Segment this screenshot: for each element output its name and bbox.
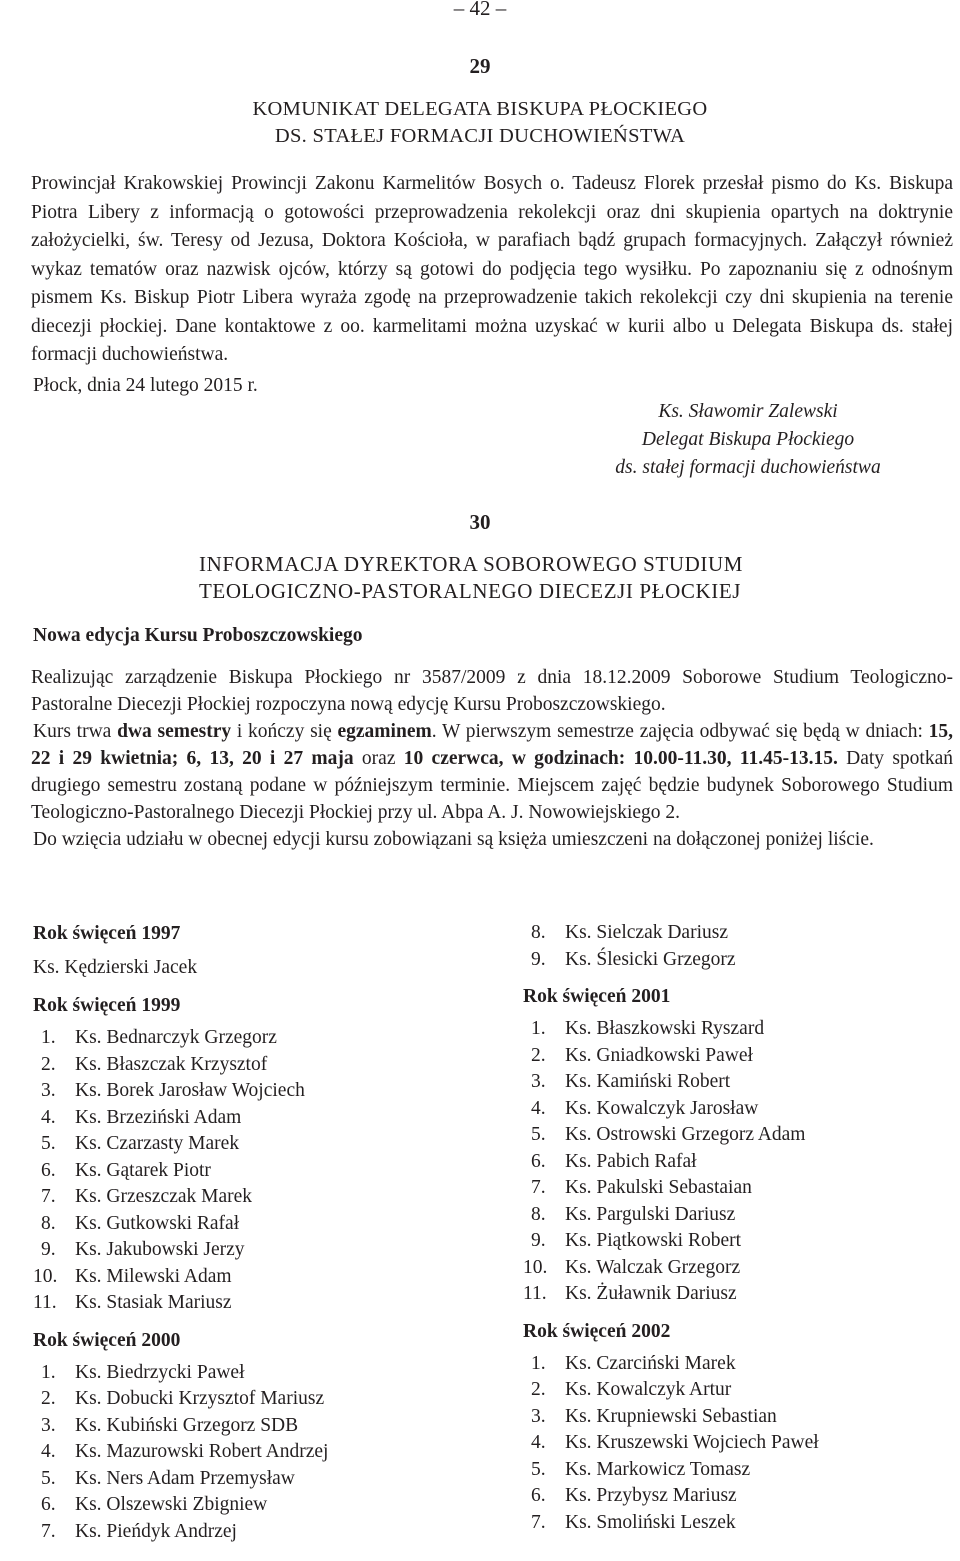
list-item bbox=[33, 1386, 473, 1413]
item-name: Ks. Biedrzycki Paweł bbox=[75, 1361, 245, 1383]
item-name: Ks. Piątkowski Robert bbox=[565, 1230, 742, 1251]
item-number: 1. bbox=[531, 1018, 546, 1039]
item-number: 1. bbox=[531, 1352, 546, 1374]
year-heading-2000: Rok święceń 2000 bbox=[33, 1329, 181, 1351]
item-name: Ks. Żuławnik Dariusz bbox=[565, 1283, 737, 1304]
page-number: – 42 – bbox=[453, 0, 507, 20]
item-number: 5. bbox=[41, 1133, 56, 1154]
item-name: Ks. Mazurowski Robert Andrzej bbox=[75, 1441, 329, 1462]
item-name: Ks. Błaszczak Krzysztof bbox=[75, 1053, 268, 1075]
item-number: 7. bbox=[41, 1186, 56, 1207]
item-number: 2. bbox=[531, 1044, 546, 1066]
p2-bold-june-hours: 10 czerwca, w godzinach: 10.00-11.30, 11.45-13.15. bbox=[403, 748, 838, 769]
list-item bbox=[33, 1360, 473, 1387]
item-name: Ks. Czarciński Marek bbox=[565, 1352, 736, 1374]
list-item bbox=[33, 1052, 473, 1079]
doc30-paragraph-1: Realizując zarządzenie Biskupa Płockiego nr 3587/2009 z dnia 18.12.2009 Soborowe Studium Teologiczno-Pastoralne Diecezji Płockiej rozpoczyna nową edycję Kursu Proboszczowskiego. bbox=[31, 667, 953, 715]
list-item bbox=[33, 1519, 473, 1546]
list-item bbox=[523, 1202, 960, 1229]
list-item bbox=[33, 1211, 473, 1238]
document-number-30: 30 bbox=[469, 510, 491, 534]
item-name: Ks. Stasiak Mariusz bbox=[75, 1292, 232, 1313]
year-heading-1997: Rok święceń 1997 bbox=[33, 923, 181, 944]
list-item bbox=[33, 1184, 473, 1211]
item-number: 4. bbox=[41, 1441, 56, 1462]
list-item bbox=[523, 1457, 960, 1484]
item-number: 11. bbox=[33, 1292, 57, 1313]
item-number: 4. bbox=[531, 1097, 546, 1119]
list-item bbox=[33, 1078, 473, 1105]
p2-text-e: . W pierwszym semestrze zajęcia odbywać się będą w dniach: bbox=[431, 721, 929, 742]
item-name: Ks. Kruszewski Wojciech Paweł bbox=[565, 1432, 819, 1453]
list-item bbox=[523, 1016, 960, 1043]
doc30-paragraph-2 bbox=[31, 718, 953, 826]
list-item bbox=[523, 1483, 960, 1510]
item-number: 8. bbox=[41, 1212, 56, 1234]
item-name: Ks. Krupniewski Sebastian bbox=[565, 1405, 777, 1427]
item-name: Ks. Pargulski Dariusz bbox=[565, 1203, 736, 1225]
item-name: Ks. Czarzasty Marek bbox=[75, 1133, 240, 1154]
p2-text-c: i kończy się bbox=[231, 721, 338, 742]
item-name: Ks. Błaszkowski Ryszard bbox=[565, 1018, 765, 1039]
course-subheading: Nowa edycja Kursu Proboszczowskiego bbox=[33, 625, 363, 646]
item-name: Ks. Dobucki Krzysztof Mariusz bbox=[75, 1388, 325, 1409]
p2-bold-semesters: dwa semestry bbox=[117, 721, 232, 742]
item-name: Ks. Pabich Rafał bbox=[565, 1150, 697, 1172]
doc30-paragraph-3: Do wzięcia udziału w obecnej edycji kursu zobowiązani są księża umieszczeni na dołączonej poniżej liście. bbox=[33, 829, 874, 850]
item-number: 3. bbox=[41, 1080, 56, 1101]
item-number: 6. bbox=[41, 1159, 56, 1181]
item-name: Ks. Borek Jarosław Wojciech bbox=[75, 1080, 305, 1101]
signature-name: Ks. Sławomir Zalewski bbox=[658, 401, 838, 422]
priest-list-2001 bbox=[523, 1016, 960, 1308]
list-item bbox=[33, 1237, 473, 1264]
year-heading-2002: Rok święceń 2002 bbox=[523, 1320, 671, 1342]
item-number: 11. bbox=[523, 1283, 547, 1304]
item-name: Ks. Grzeszczak Marek bbox=[75, 1186, 253, 1207]
item-number: 7. bbox=[531, 1177, 546, 1198]
priest-list-1999 bbox=[33, 1025, 473, 1317]
item-name: Ks. Gutkowski Rafał bbox=[75, 1212, 240, 1234]
list-item bbox=[523, 1228, 960, 1255]
item-number: 2. bbox=[531, 1379, 546, 1400]
item-number: 9. bbox=[41, 1239, 56, 1260]
p2-text-i: Daty spotkań drugiego semestru zostaną podane w późniejszym terminie. Miejscem zajęć będzie budynek Soborowego Studium Teologiczno-Pastoralnego Diecezji Płockiej przy ul. Abpa A. J. Nowowiejskiego 2. bbox=[31, 748, 953, 823]
item-number: 2. bbox=[41, 1053, 56, 1075]
item-number: 10. bbox=[33, 1265, 58, 1287]
doc30-title-line1: INFORMACJA DYREKTORA SOBOROWEGO STUDIUM bbox=[199, 552, 743, 576]
list-item bbox=[33, 1105, 473, 1132]
priest-name-1997: Ks. Kędzierski Jacek bbox=[33, 957, 198, 978]
item-number: 6. bbox=[531, 1150, 546, 1172]
list-item bbox=[33, 1466, 473, 1493]
item-name: Ks. Ners Adam Przemysław bbox=[75, 1467, 295, 1489]
item-number: 2. bbox=[41, 1388, 56, 1409]
item-number: 3. bbox=[531, 1071, 546, 1092]
item-number: 3. bbox=[531, 1405, 546, 1427]
list-item bbox=[523, 1255, 960, 1282]
item-number: 3. bbox=[41, 1414, 56, 1436]
document-number-29: 29 bbox=[469, 54, 491, 78]
list-item bbox=[33, 1413, 473, 1440]
p2-bold-dates: 15, 22 i 29 kwietnia; 6, 13, 20 i 27 maja bbox=[31, 721, 954, 769]
list-item bbox=[33, 1290, 473, 1317]
item-number: 10. bbox=[523, 1256, 548, 1278]
p2-text-a: Kurs trwa bbox=[33, 721, 118, 742]
item-number: 7. bbox=[41, 1520, 56, 1542]
list-item bbox=[523, 1377, 960, 1404]
doc30-title-line2: TEOLOGICZNO-PASTORALNEGO DIECEZJI PŁOCKIEJ bbox=[199, 579, 742, 603]
item-name: Ks. Gątarek Piotr bbox=[75, 1159, 211, 1181]
list-column-right bbox=[523, 918, 960, 1539]
list-item bbox=[33, 1492, 473, 1519]
item-number: 9. bbox=[531, 948, 546, 970]
list-item bbox=[523, 1175, 960, 1202]
item-number: 5. bbox=[531, 1124, 546, 1145]
list-item bbox=[523, 1430, 960, 1457]
list-item bbox=[33, 1158, 473, 1185]
item-name: Ks. Bednarczyk Grzegorz bbox=[75, 1027, 277, 1048]
item-number: 5. bbox=[531, 1458, 546, 1480]
item-name: Ks. Milewski Adam bbox=[75, 1265, 232, 1287]
item-name: Ks. Przybysz Mariusz bbox=[565, 1485, 737, 1506]
list-item bbox=[523, 920, 960, 947]
item-name: Ks. Walczak Grzegorz bbox=[565, 1256, 741, 1278]
list-column-left bbox=[33, 918, 473, 1548]
item-name: Ks. Kowalczyk Jarosław bbox=[565, 1097, 759, 1119]
item-number: 9. bbox=[531, 1230, 546, 1251]
signature-role-detail: ds. stałej formacji duchowieństwa bbox=[615, 457, 881, 478]
list-item bbox=[33, 1131, 473, 1158]
item-name: Ks. Ślesicki Grzegorz bbox=[565, 948, 736, 970]
doc29-paragraph bbox=[31, 170, 953, 370]
priest-list-2000 bbox=[33, 1360, 473, 1546]
doc30-paragraphs bbox=[31, 664, 953, 853]
item-number: 5. bbox=[41, 1467, 56, 1489]
doc29-body-text: Prowincjał Krakowskiej Prowincji Zakonu Karmelitów Bosych o. Tadeusz Florek przesłał pismo do Ks. Biskupa Piotra Libery z informacją o gotowości przeprowadzenia rekolekcji oraz dni skupienia opartych na doktrynie założycielki, św. Teresy od Jezusa, Doktora Kościoła, w parafiach bądź grupach formacyjnych. Załączył również wykaz tematów oraz nazwisk ojców, którzy są gotowi do podjęcia tego wysiłku. Po zapoznaniu się z odnośnym pismem Ks. Biskup Piotr Libera wyraża zgodę na przeprowadzenie takich rekolekcji czy dni skupienia na terenie diecezji płockiej. Dane kontaktowe z oo. karmelitami można uzyskać w kurii albo u Delegata Biskupa ds. stałej formacji duchowieństwa. bbox=[31, 173, 953, 365]
item-name: Ks. Pakulski Sebastaian bbox=[565, 1177, 752, 1198]
priest-list-2002 bbox=[523, 1351, 960, 1537]
p2-bold-exam: egzaminem bbox=[337, 721, 432, 742]
doc29-date: Płock, dnia 24 lutego 2015 r. bbox=[33, 375, 258, 396]
list-item bbox=[523, 1149, 960, 1176]
doc29-title-line1: KOMUNIKAT DELEGATA BISKUPA PŁOCKIEGO bbox=[252, 98, 708, 120]
item-name: Ks. Markowicz Tomasz bbox=[565, 1458, 751, 1480]
item-name: Ks. Kubiński Grzegorz SDB bbox=[75, 1414, 299, 1436]
item-name: Ks. Kamiński Robert bbox=[565, 1071, 731, 1092]
list-item bbox=[523, 1043, 960, 1070]
item-name: Ks. Kowalczyk Artur bbox=[565, 1379, 732, 1400]
item-number: 8. bbox=[531, 1203, 546, 1225]
list-item bbox=[523, 1510, 960, 1537]
item-name: Ks. Gniadkowski Paweł bbox=[565, 1044, 753, 1066]
item-name: Ks. Jakubowski Jerzy bbox=[75, 1239, 245, 1260]
list-item bbox=[33, 1264, 473, 1291]
list-item bbox=[523, 1096, 960, 1123]
list-item bbox=[523, 1281, 960, 1308]
list-item bbox=[523, 1351, 960, 1378]
item-name: Ks. Olszewski Zbigniew bbox=[75, 1494, 268, 1515]
list-item bbox=[33, 1439, 473, 1466]
item-number: 8. bbox=[531, 922, 546, 943]
item-number: 1. bbox=[41, 1027, 56, 1048]
item-number: 4. bbox=[531, 1432, 546, 1453]
item-name: Ks. Pieńdyk Andrzej bbox=[75, 1520, 237, 1542]
signature-role: Delegat Biskupa Płockiego bbox=[641, 429, 855, 450]
item-number: 6. bbox=[41, 1494, 56, 1515]
item-number: 6. bbox=[531, 1485, 546, 1506]
item-name: Ks. Brzeziński Adam bbox=[75, 1106, 242, 1128]
year-heading-1999: Rok święceń 1999 bbox=[33, 995, 181, 1016]
year-heading-2001: Rok święceń 2001 bbox=[523, 986, 671, 1007]
item-number: 7. bbox=[531, 1511, 546, 1533]
item-name: Ks. Ostrowski Grzegorz Adam bbox=[565, 1124, 806, 1145]
item-number: 4. bbox=[41, 1106, 56, 1128]
doc29-title-line2: DS. STAŁEJ FORMACJI DUCHOWIEŃSTWA bbox=[274, 125, 686, 147]
item-name: Ks. Smoliński Leszek bbox=[565, 1511, 736, 1533]
list-item bbox=[523, 947, 960, 974]
list-item bbox=[523, 1069, 960, 1096]
item-name: Ks. Sielczak Dariusz bbox=[565, 922, 728, 943]
list-item bbox=[523, 1122, 960, 1149]
p2-text-g: oraz bbox=[353, 748, 404, 769]
item-number: 1. bbox=[41, 1361, 56, 1383]
list-item bbox=[523, 1404, 960, 1431]
list-item bbox=[33, 1025, 473, 1052]
priest-list-2000-continued bbox=[523, 920, 960, 973]
